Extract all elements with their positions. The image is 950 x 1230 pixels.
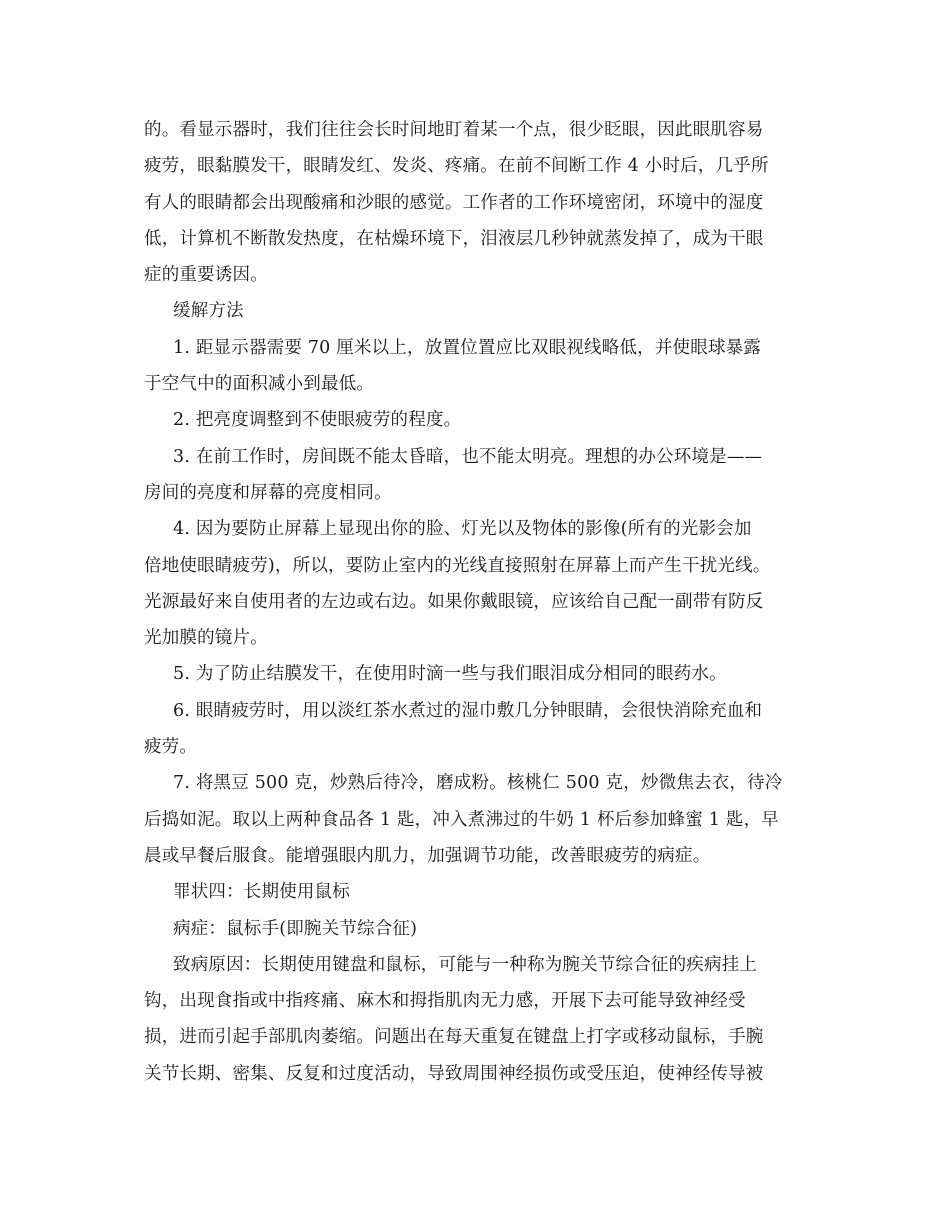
text-line: 关节长期、密集、反复和过度活动，导致周围神经损伤或受压迫，使神经传导被 [144,1063,764,1084]
paragraph [144,874,810,910]
text-line: 7. 将黑豆 500 克，炒熟后待冷，磨成粉。核桃仁 500 克，炒微焦去衣，待冷 [173,773,783,794]
paragraph [144,511,810,656]
text-line: 罪状四：长期使用鼠标 [173,882,350,903]
text-line: 3. 在前工作时，房间既不能太昏暗，也不能太明亮。理想的办公环境是—— [173,446,763,467]
text-line: 后捣如泥。取以上两种食品各 1 匙，冲入煮沸过的牛奶 1 杯后参加蜂蜜 1 匙，早 [144,809,779,830]
text-line: 损，进而引起手部肌肉萎缩。问题出在每天重复在键盘上打字或移动鼠标，手腕 [144,1027,764,1048]
text-line: 钩，出现食指或中指疼痛、麻木和拇指肌肉无力感，开展下去可能导致神经受 [144,991,746,1012]
paragraph [144,947,810,1092]
text-line: 病症：鼠标手(即腕关节综合征) [173,918,418,939]
text-line: 房间的亮度和屏幕的亮度相同。 [144,482,392,503]
text-line: 6. 眼睛疲劳时，用以淡红茶水煮过的湿巾敷几分钟眼睛，会很快消除充血和 [173,700,763,721]
text-line: 光加膜的镜片。 [144,628,268,649]
paragraph [144,765,810,874]
paragraph [144,911,810,947]
text-line: 光源最好来自使用者的左边或右边。如果你戴眼镜，应该给自己配一副带有防反 [144,591,764,612]
text-line: 疲劳。 [144,737,198,758]
text-line: 1. 距显示器需要 70 厘米以上，放置位置应比双眼视线略低，并使眼球暴露 [173,337,762,358]
text-line: 缓解方法 [173,301,244,322]
text-line: 的。看显示器时，我们往往会长时间地盯着某一个点，很少眨眼，因此眼肌容易 [144,120,764,140]
text-line: 疲劳，眼黏膜发干，眼睛发红、发炎、疼痛。在前不间断工作 4 小时后，几乎所 [144,156,769,177]
text-line: 致病原因：长期使用键盘和鼠标，可能与一种称为腕关节综合征的疾病挂上 [173,954,758,975]
paragraph [144,656,810,692]
text-line: 症的重要诱因。 [144,265,268,286]
paragraph [144,293,810,329]
text-line: 5. 为了防止结膜发干，在使用时滴一些与我们眼泪成分相同的眼药水。 [173,664,727,685]
paragraph [144,112,810,293]
paragraph [144,693,810,766]
text-line: 4. 因为要防止屏幕上显现出你的脸、灯光以及物体的影像(所有的光影会加 [173,519,752,540]
text-line: 低，计算机不断散发热度，在枯燥环境下，泪液层几秒钟就蒸发掉了，成为干眼 [144,228,764,249]
paragraph [144,330,810,403]
text-line: 倍地使眼睛疲劳)，所以，要防止室内的光线直接照射在屏幕上而产生干扰光线。 [144,555,771,576]
text-line: 晨或早餐后服食。能增强眼内肌力，加强调节功能，改善眼疲劳的病症。 [144,845,711,866]
paragraph [144,439,810,512]
text-line: 有人的眼睛都会出现酸痛和沙眼的感觉。工作者的工作环境密闭，环境中的湿度 [144,192,764,213]
paragraph [144,402,810,438]
text-line: 于空气中的面积减小到最低。 [144,374,375,395]
text-line: 2. 把亮度调整到不使眼疲劳的程度。 [173,410,462,431]
